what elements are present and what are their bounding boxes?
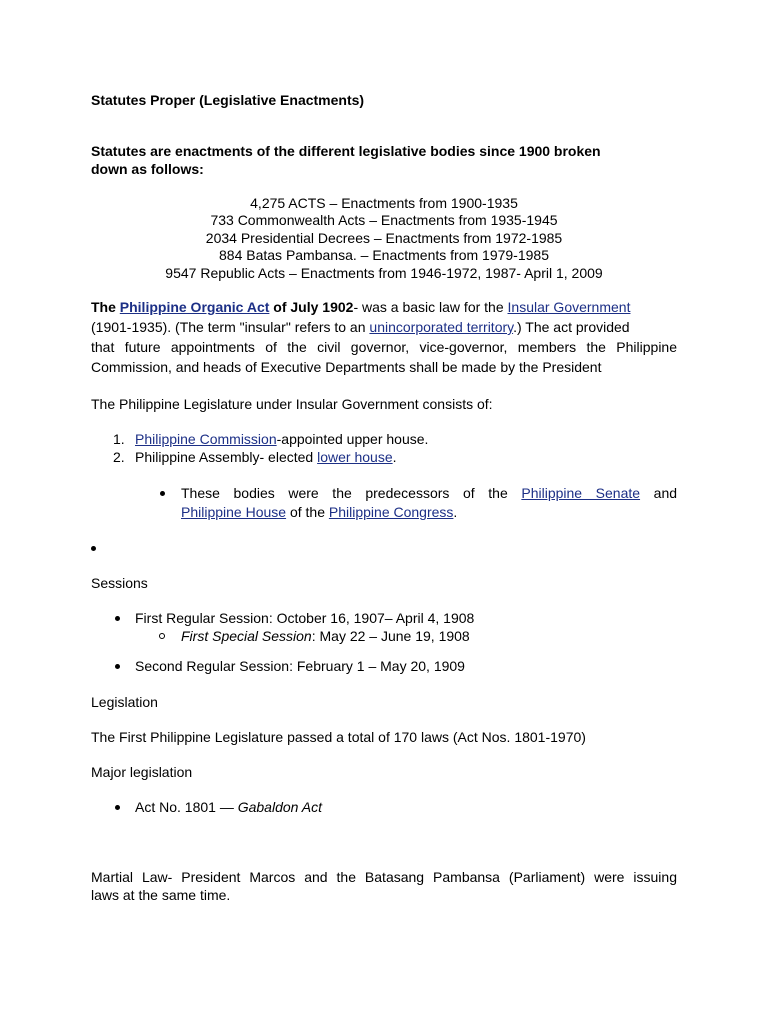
- page-title: Statutes Proper (Legislative Enactments): [91, 92, 365, 108]
- organic-act-rest-1: - was a basic law for the: [353, 299, 504, 315]
- philippine-congress-link[interactable]: Philippine Congress: [328, 504, 454, 520]
- of-july-1902: of July 1902: [273, 299, 354, 315]
- organic-act-rest-2b: .) The act provided: [513, 319, 630, 335]
- intro-line-1: Statutes are enactments of the different legislative bodies since 1900 broken: [91, 143, 601, 159]
- philippine-house-link[interactable]: Philippine House: [181, 504, 287, 520]
- circle-bullet-icon: [159, 633, 165, 639]
- enactment-presidential-decrees: 2034 Presidential Decrees – Enactments from 1972-1985: [205, 230, 563, 246]
- bullet-icon: [115, 805, 120, 810]
- insular-government-link[interactable]: Insular Government: [507, 299, 631, 315]
- act-number: Act No. 1801 —: [135, 799, 238, 815]
- major-legislation-heading: Major legislation: [91, 764, 193, 780]
- enactment-commonwealth: 733 Commonwealth Acts – Enactments from 1935-1945: [210, 212, 558, 228]
- organic-act-rest-2a: (1901-1935). (The term "insular" refers to an: [91, 319, 366, 335]
- organic-act-line-4: Commission, and heads of Executive Departments shall be made by the President: [91, 359, 602, 375]
- philippine-commission-link[interactable]: Philippine Commission: [135, 431, 277, 447]
- list-item-1-number: 1.: [113, 431, 125, 447]
- bullet-icon: [115, 616, 120, 621]
- the-word: The: [91, 299, 116, 315]
- legislature-intro: The Philippine Legislature under Insular Government consists of:: [91, 396, 493, 412]
- list-item-2-number: 2.: [113, 449, 125, 465]
- empty-bullet-icon: [91, 546, 96, 551]
- predecessors-text: These bodies were the predecessors of the: [181, 485, 508, 501]
- list-item-2: [135, 449, 397, 465]
- organic-act-line-3-text: that future appointments of the civil governor, vice-governor, members the Philippine: [91, 339, 677, 355]
- first-special-session-dates: : May 22 – June 19, 1908: [311, 628, 470, 644]
- predecessors-line-1: [181, 485, 677, 501]
- enactment-republic-acts: 9547 Republic Acts – Enactments from 1946-1972, 1987- April 1, 2009: [165, 265, 603, 281]
- philippine-organic-act-link[interactable]: Philippine Organic Act: [119, 299, 270, 315]
- enactment-batas-pambansa: 884 Batas Pambansa. – Enactments from 1979-1985: [219, 247, 549, 263]
- philippine-senate-link[interactable]: Philippine Senate: [521, 485, 641, 501]
- martial-law-line-1: [91, 869, 677, 885]
- gabaldon-act: Gabaldon Act: [237, 799, 323, 815]
- list-item-1-rest: -appointed upper house.: [276, 431, 429, 447]
- first-special-session-label: First Special Session: [181, 628, 312, 644]
- enactment-acts: 4,275 ACTS – Enactments from 1900-1935: [250, 195, 518, 211]
- lower-house-link[interactable]: lower house: [317, 449, 393, 465]
- list-item-1: [135, 431, 428, 447]
- second-regular-session: Second Regular Session: February 1 – May 20, 1909: [135, 658, 465, 674]
- organic-act-line-2: [91, 319, 630, 335]
- predecessors-line-2: [181, 504, 457, 520]
- and-word: and: [653, 485, 678, 501]
- unincorporated-territory-link[interactable]: unincorporated territory: [369, 319, 514, 335]
- predecessors-line-1-text: [181, 485, 677, 501]
- first-special-session: [181, 628, 470, 644]
- list-item-2-end: .: [392, 449, 397, 465]
- list-item-2-text: Philippine Assembly- elected: [135, 449, 314, 465]
- predecessors-end: .: [453, 504, 458, 520]
- bullet-icon: [115, 664, 120, 669]
- intro-line-2: down as follows:: [91, 161, 204, 177]
- organic-act-line-1: [91, 299, 630, 315]
- sessions-heading: Sessions: [91, 575, 148, 591]
- of-the-word: of the: [289, 504, 325, 520]
- organic-act-line-3: [91, 339, 677, 355]
- first-regular-session: First Regular Session: October 16, 1907– April 4, 1908: [135, 610, 475, 626]
- legislation-heading: Legislation: [91, 694, 158, 710]
- major-legislation-item: [135, 799, 322, 815]
- legislation-text: The First Philippine Legislature passed a total of 170 laws (Act Nos. 1801-1970): [91, 729, 586, 745]
- bullet-icon: [160, 491, 165, 496]
- martial-law-line-2: laws at the same time.: [91, 887, 231, 903]
- martial-law-line-1-text: Martial Law- President Marcos and the Batasang Pambansa (Parliament) were issuing: [91, 869, 677, 885]
